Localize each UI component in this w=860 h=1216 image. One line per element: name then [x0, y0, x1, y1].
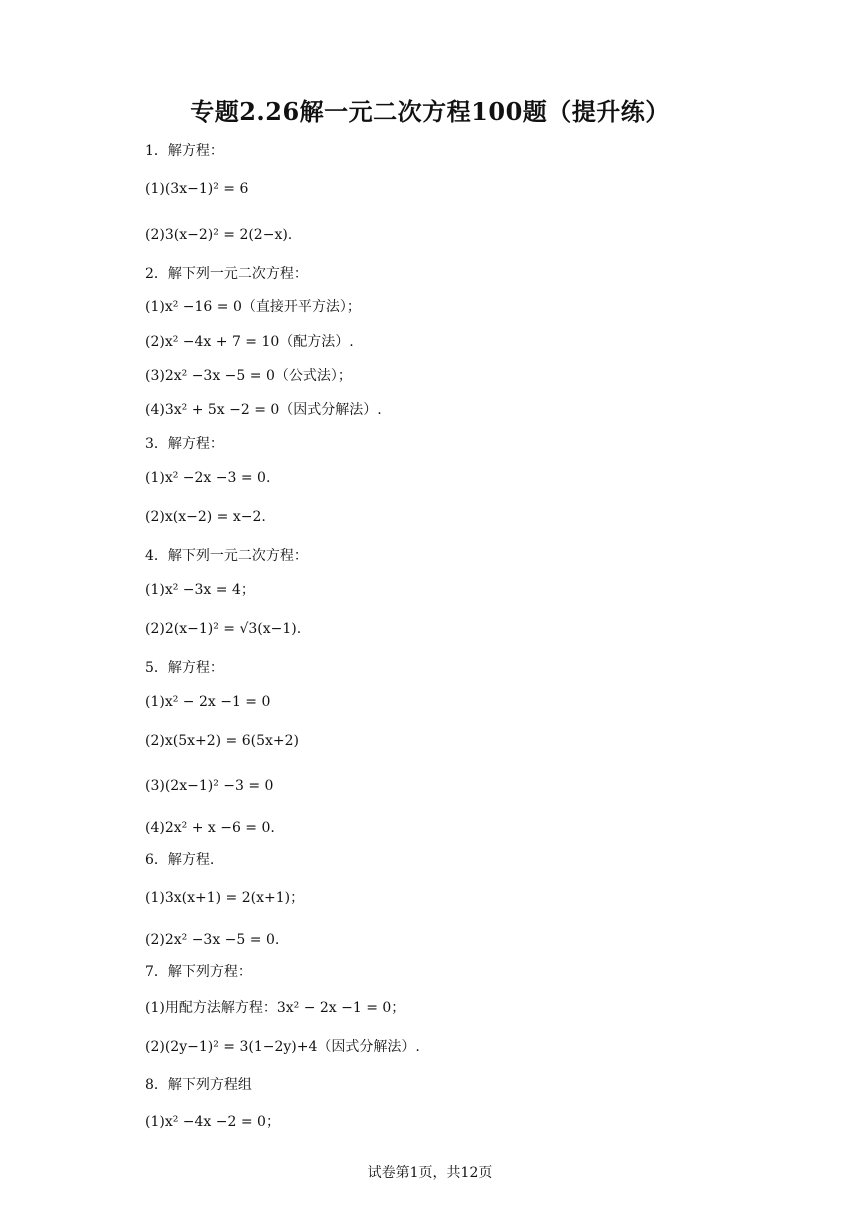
question-1-part-1: (1)(3x−1)² = 6 [145, 181, 249, 197]
question-4-part-1: (1)x² −3x = 4； [145, 582, 255, 598]
question-1-part-2: (2)3(x−2)² = 2(2−x). [145, 227, 293, 243]
question-2-part-4: (4)3x² + 5x −2 = 0（因式分解法）. [145, 402, 382, 418]
question-2-part-3: (3)2x² −3x −5 = 0（公式法）； [145, 368, 352, 384]
question-5-part-4: (4)2x² + x −6 = 0. [145, 820, 275, 836]
question-6-part-2: (2)2x² −3x −5 = 0. [145, 932, 280, 948]
question-1-heading: 1．解方程： [145, 143, 224, 159]
question-5-part-1: (1)x² − 2x −1 = 0 [145, 694, 271, 710]
question-5-part-3: (3)(2x−1)² −3 = 0 [145, 778, 274, 794]
document-title: 专题2.26解一元二次方程100题（提升练） [190, 97, 670, 126]
question-3-part-2: (2)x(x−2) = x−2. [145, 509, 266, 525]
question-8-part-1: (1)x² −4x −2 = 0； [145, 1114, 280, 1130]
question-5-heading: 5．解方程： [145, 660, 224, 676]
page-footer: 试卷第1页，共12页 [367, 1165, 493, 1181]
question-5-part-2: (2)x(5x+2) = 6(5x+2) [145, 733, 299, 749]
question-4-heading: 4．解下列一元二次方程： [145, 548, 308, 564]
question-3-heading: 3．解方程： [145, 436, 224, 452]
question-7-part-2: (2)(2y−1)² = 3(1−2y)+4（因式分解法）. [145, 1039, 420, 1055]
question-6-part-1: (1)3x(x+1) = 2(x+1)； [145, 890, 305, 906]
question-3-part-1: (1)x² −2x −3 = 0. [145, 470, 271, 486]
question-2-part-1: (1)x² −16 = 0（直接开平方法）； [145, 299, 361, 315]
question-7-part-1: (1)用配方法解方程：3x² − 2x −1 = 0； [145, 1000, 406, 1016]
question-2-part-2: (2)x² −4x + 7 = 10（配方法）. [145, 334, 354, 350]
question-2-heading: 2．解下列一元二次方程： [145, 266, 308, 282]
question-7-heading: 7．解下列方程： [145, 964, 252, 980]
question-4-part-2: (2)2(x−1)² = √3(x−1). [145, 621, 302, 637]
question-8-heading: 8．解下列方程组 [145, 1077, 252, 1093]
question-6-heading: 6．解方程. [145, 852, 215, 868]
